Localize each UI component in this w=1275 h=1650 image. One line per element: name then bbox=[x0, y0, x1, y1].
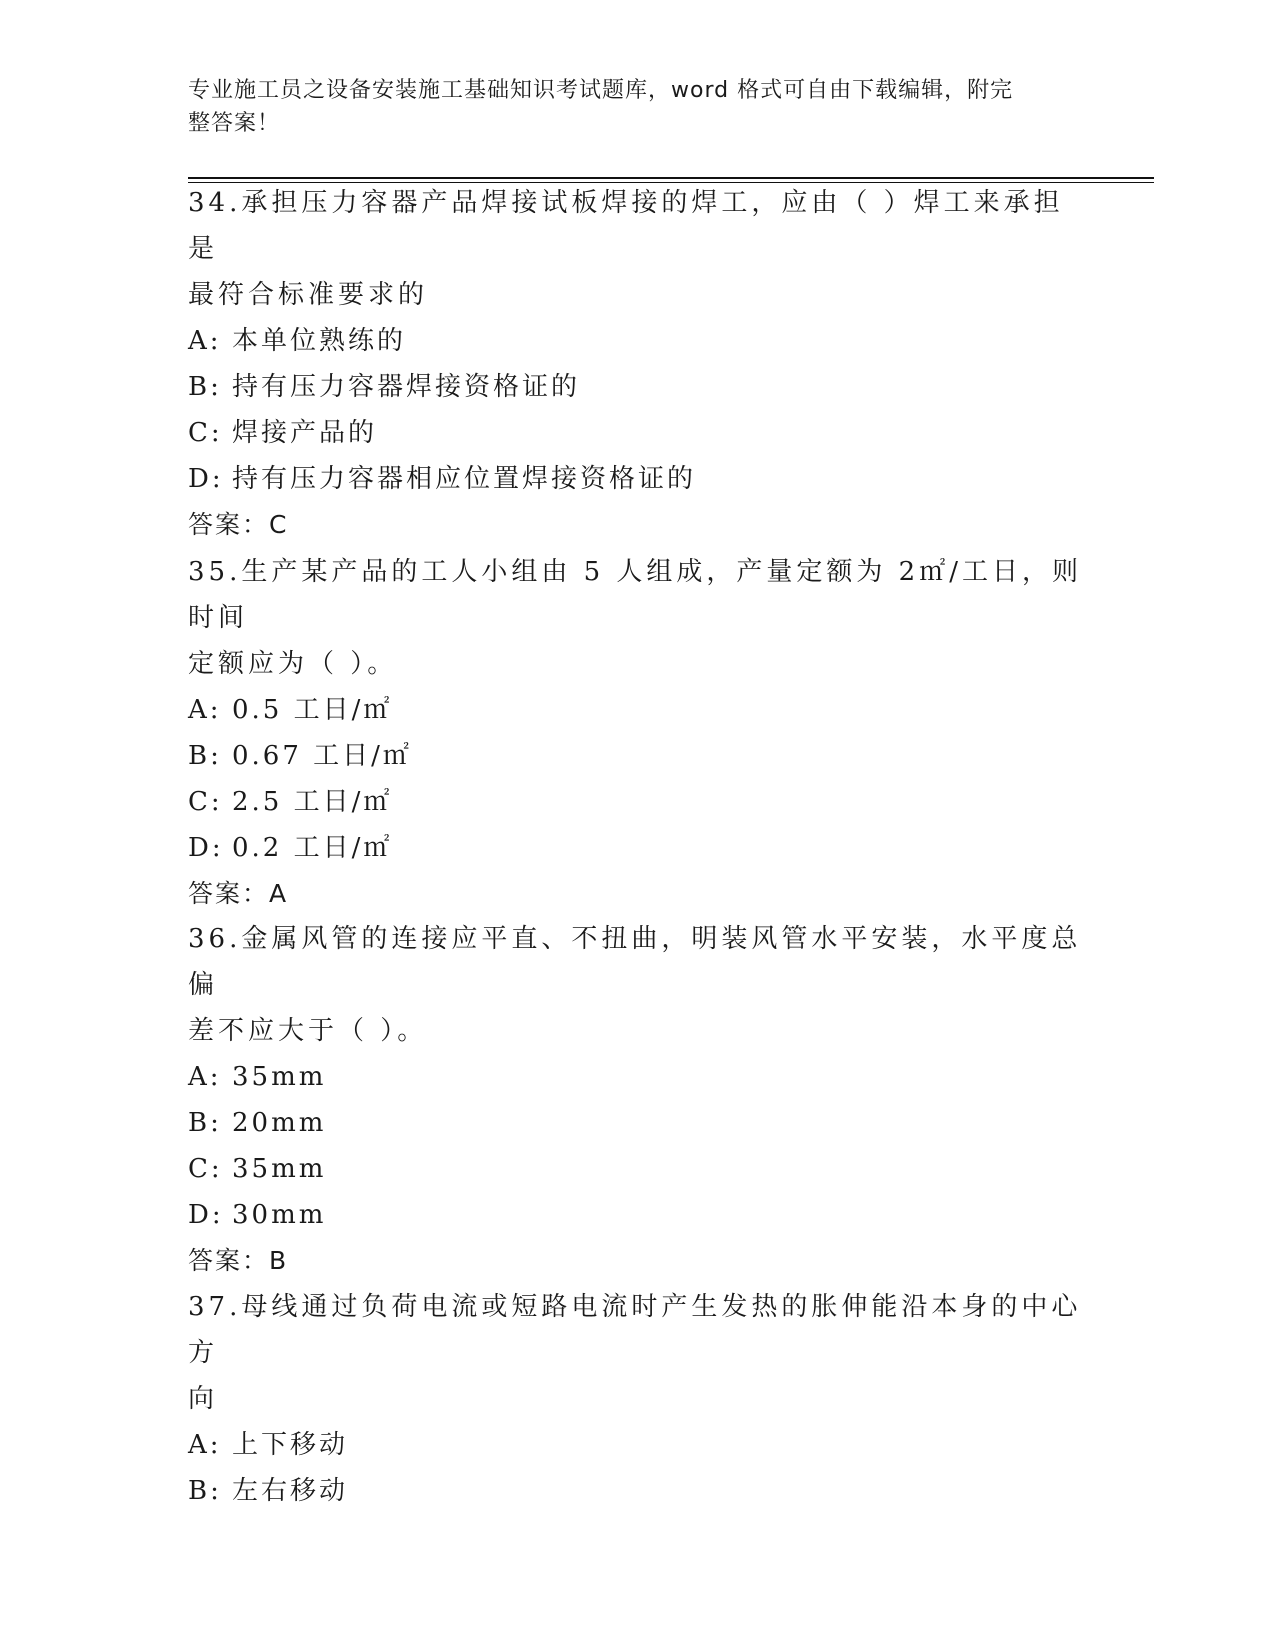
option-letter: C: bbox=[188, 1154, 223, 1184]
option-text: 持有压力容器相应位置焊接资格证的 bbox=[232, 464, 697, 494]
document-header bbox=[188, 74, 1068, 140]
question-35 bbox=[188, 549, 1088, 917]
option-text: 35mm bbox=[232, 1154, 327, 1184]
option-b bbox=[188, 1100, 1088, 1146]
question-stem-line-1: 36.金属风管的连接应平直、不扭曲，明装风管水平安装，水平度总偏 bbox=[188, 924, 1082, 1000]
question-stem-line-2: 最符合标准要求的 bbox=[188, 280, 429, 310]
option-letter: A: bbox=[188, 1430, 222, 1460]
option-text: 35mm bbox=[232, 1062, 327, 1092]
option-letter: B: bbox=[188, 372, 222, 402]
option-text: 0.2 工日/㎡ bbox=[232, 833, 393, 863]
option-a bbox=[188, 687, 1088, 733]
option-letter: B: bbox=[188, 1108, 222, 1138]
option-letter: B: bbox=[188, 741, 222, 771]
question-37 bbox=[188, 1284, 1088, 1514]
option-text: 上下移动 bbox=[232, 1430, 349, 1460]
question-stem-line-1: 35.生产某产品的工人小组由 5 人组成，产量定额为 2㎡/工日，则时间 bbox=[188, 557, 1082, 633]
option-b bbox=[188, 733, 1088, 779]
question-stem-line-1: 34.承担压力容器产品焊接试板焊接的焊工，应由（ ）焊工来承担是 bbox=[188, 188, 1064, 264]
option-text: 左右移动 bbox=[232, 1476, 349, 1506]
question-stem-line-2: 向 bbox=[188, 1384, 219, 1414]
option-d bbox=[188, 825, 1088, 871]
option-letter: D: bbox=[188, 464, 224, 494]
option-a bbox=[188, 1054, 1088, 1100]
option-text: 20mm bbox=[232, 1108, 327, 1138]
question-36 bbox=[188, 916, 1088, 1284]
question-stem-line-2: 差不应大于（ ）。 bbox=[188, 1016, 428, 1046]
header-divider-thick bbox=[188, 177, 1154, 179]
option-c bbox=[188, 410, 1088, 456]
header-title-line-2: 整答案！ bbox=[188, 111, 281, 136]
option-letter: A: bbox=[188, 1062, 222, 1092]
option-text: 本单位熟练的 bbox=[232, 326, 407, 356]
question-stem-line-1: 37.母线通过负荷电流或短路电流时产生发热的胀伸能沿本身的中心方 bbox=[188, 1292, 1082, 1368]
option-text: 30mm bbox=[232, 1200, 327, 1230]
question-34 bbox=[188, 180, 1088, 548]
option-a bbox=[188, 318, 1088, 364]
option-d bbox=[188, 1192, 1088, 1238]
option-text: 持有压力容器焊接资格证的 bbox=[232, 372, 581, 402]
option-letter: C: bbox=[188, 418, 223, 448]
option-letter: B: bbox=[188, 1476, 222, 1506]
option-a bbox=[188, 1422, 1088, 1468]
option-letter: A: bbox=[188, 695, 222, 725]
answer-line: 答案：C bbox=[188, 510, 289, 539]
header-title-line-1: 专业施工员之设备安装施工基础知识考试题库，word 格式可自由下载编辑，附完 bbox=[188, 78, 1014, 103]
option-text: 0.67 工日/㎡ bbox=[232, 741, 412, 771]
question-stem-line-2: 定额应为（ ）。 bbox=[188, 649, 398, 679]
option-c bbox=[188, 779, 1088, 825]
answer-line: 答案：B bbox=[188, 1246, 289, 1275]
answer-line: 答案：A bbox=[188, 879, 289, 908]
option-b bbox=[188, 364, 1088, 410]
option-d bbox=[188, 456, 1088, 502]
option-text: 2.5 工日/㎡ bbox=[232, 787, 393, 817]
option-letter: D: bbox=[188, 833, 224, 863]
option-b bbox=[188, 1468, 1088, 1514]
option-text: 焊接产品的 bbox=[232, 418, 378, 448]
option-letter: D: bbox=[188, 1200, 224, 1230]
option-letter: A: bbox=[188, 326, 222, 356]
option-c bbox=[188, 1146, 1088, 1192]
option-text: 0.5 工日/㎡ bbox=[232, 695, 393, 725]
option-letter: C: bbox=[188, 787, 223, 817]
